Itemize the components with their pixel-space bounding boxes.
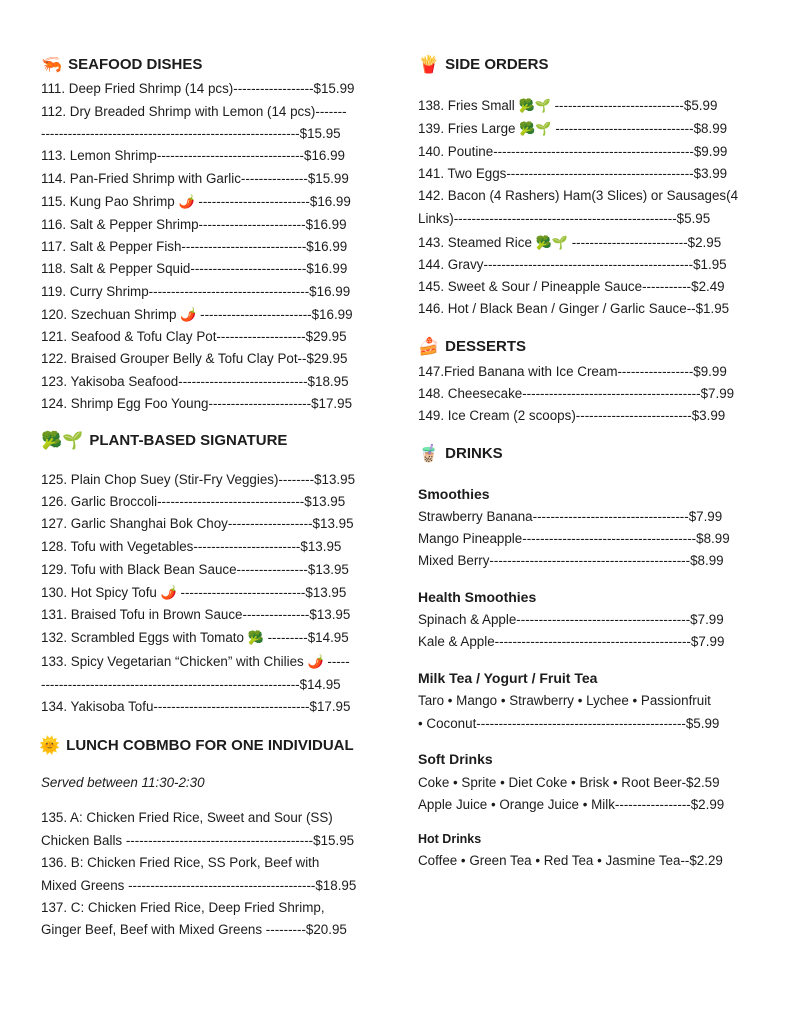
- menu-item-122: 122. Braised Grouper Belly & Tofu Clay Pot--$29.95: [41, 351, 348, 366]
- menu-item-139: [418, 120, 748, 138]
- menu-item-147: 147.Fried Banana with Ice Cream-----------------$9.99: [418, 364, 727, 379]
- drink-item: Taro • Mango • Strawberry • Lychee • Passionfruit: [418, 693, 711, 708]
- menu-item-126: 126. Garlic Broccoli---------------------------------$13.95: [41, 494, 346, 509]
- sides-heading: [418, 56, 549, 73]
- chili-icon: 🌶️: [160, 585, 177, 600]
- menu-item-113: 113. Lemon Shrimp---------------------------------$16.99: [41, 148, 345, 163]
- menu-item-140: 140. Poutine---------------------------------------------$9.99: [418, 144, 728, 159]
- broccoli-seedling-icon: 🥦🌱: [41, 431, 84, 450]
- menu-item-131: 131. Braised Tofu in Brown Sauce---------------$13.95: [41, 607, 351, 622]
- menu-item-112: 112. Dry Breaded Shrimp with Lemon (14 pcs)-------: [41, 104, 347, 119]
- menu-item-133: [41, 653, 373, 671]
- drink-item: Coffee • Green Tea • Red Tea • Jasmine Tea--$2.29: [418, 853, 723, 868]
- menu-item-114: 114. Pan-Fried Shrimp with Garlic---------------$15.99: [41, 171, 349, 186]
- drink-item: Spinach & Apple---------------------------------------$7.99: [418, 612, 724, 627]
- menu-item-133-dash: -----: [323, 654, 350, 669]
- menu-item-130: [41, 584, 373, 602]
- chili-icon: 🌶️: [180, 307, 197, 322]
- drinks-heading: [418, 445, 503, 462]
- milk-tea-title: Milk Tea / Yogurt / Fruit Tea: [418, 670, 598, 686]
- menu-item-132: [41, 629, 373, 647]
- menu-item-143: [418, 234, 748, 252]
- chili-icon: 🌶️: [178, 194, 195, 209]
- seafood-heading: [41, 56, 202, 73]
- plant-title: PLANT-BASED SIGNATURE: [89, 432, 288, 449]
- menu-item-130-price: ----------------------------$13.95: [176, 585, 347, 600]
- menu-item-136-price: Mixed Greens ------------------------------------------$18.95: [41, 878, 357, 893]
- menu-item-136: 136. B: Chicken Fried Rice, SS Pork, Beef with: [41, 855, 320, 870]
- menu-item-137-price: Ginger Beef, Beef with Mixed Greens ---------$20.95: [41, 922, 347, 937]
- menu-item-143-price: --------------------------$2.95: [568, 235, 722, 250]
- menu-item-139-price: -------------------------------$8.99: [551, 121, 728, 136]
- chili-icon: 🌶️: [307, 654, 324, 669]
- bubble-tea-icon: 🧋: [418, 444, 440, 463]
- menu-item-145: 145. Sweet & Sour / Pineapple Sauce-----------$2.49: [418, 279, 725, 294]
- menu-item-133-price: ----------------------------------------------------------$14.95: [41, 677, 341, 692]
- menu-item-146: 146. Hot / Black Bean / Ginger / Garlic Sauce--$1.95: [418, 301, 730, 316]
- menu-item-125: 125. Plain Chop Suey (Stir-Fry Veggies)--------$13.95: [41, 472, 356, 487]
- menu-item-117: 117. Salt & Pepper Fish----------------------------$16.99: [41, 239, 348, 254]
- menu-item-115-price: -------------------------$16.99: [194, 194, 351, 209]
- menu-item-142: 142. Bacon (4 Rashers) Ham(3 Slices) or Sausages(4: [418, 188, 739, 203]
- menu-item-119: 119. Curry Shrimp------------------------------------$16.99: [41, 284, 351, 299]
- broccoli-seedling-icon: 🥦🌱: [535, 235, 568, 250]
- menu-item-135-price: Chicken Balls ------------------------------------------$15.95: [41, 833, 355, 848]
- menu-item-123: 123. Yakisoba Seafood-----------------------------$18.95: [41, 374, 349, 389]
- menu-item-120: [41, 306, 373, 324]
- drink-item: Mango Pineapple---------------------------------------$8.99: [418, 531, 730, 546]
- menu-item-138-price: -----------------------------$5.99: [550, 98, 718, 113]
- drink-item: Coke • Sprite • Diet Coke • Brisk • Root Beer-$2.59: [418, 775, 720, 790]
- sun-icon: 🌞: [39, 736, 61, 755]
- broccoli-icon: 🥦: [247, 630, 264, 645]
- drink-item: Apple Juice • Orange Juice • Milk-----------------$2.99: [418, 797, 725, 812]
- menu-item-134: 134. Yakisoba Tofu-----------------------------------$17.95: [41, 699, 351, 714]
- menu-item-120-name: 120. Szechuan Shrimp: [41, 307, 177, 322]
- menu-item-118: 118. Salt & Pepper Squid--------------------------$16.99: [41, 261, 348, 276]
- lunch-note: Served between 11:30-2:30: [41, 775, 205, 790]
- broccoli-seedling-icon: 🥦🌱: [519, 121, 552, 136]
- soft-drinks-title: Soft Drinks: [418, 751, 493, 767]
- desserts-heading: [418, 338, 526, 355]
- menu-item-111: 111. Deep Fried Shrimp (14 pcs)------------------$15.99: [41, 81, 355, 96]
- drink-item: Strawberry Banana-----------------------------------$7.99: [418, 509, 723, 524]
- shrimp-icon: 🦐: [41, 55, 63, 74]
- menu-item-115-name: 115. Kung Pao Shrimp: [41, 194, 175, 209]
- menu-item-143-name: 143. Steamed Rice: [418, 235, 532, 250]
- menu-item-141: 141. Two Eggs------------------------------------------$3.99: [418, 166, 728, 181]
- menu-item-120-price: -------------------------$16.99: [196, 307, 353, 322]
- sides-title: SIDE ORDERS: [445, 56, 549, 73]
- menu-item-133-name: 133. Spicy Vegetarian “Chicken” with Chilies: [41, 654, 304, 669]
- plant-heading: [41, 432, 287, 449]
- menu-item-148: 148. Cheesecake----------------------------------------$7.99: [418, 386, 735, 401]
- seafood-title: SEAFOOD DISHES: [68, 56, 203, 73]
- menu-item-132-name: 132. Scrambled Eggs with Tomato: [41, 630, 244, 645]
- drink-item: Mixed Berry---------------------------------------------$8.99: [418, 553, 724, 568]
- desserts-title: DESSERTS: [445, 338, 527, 355]
- menu-item-142-price: Links)--------------------------------------------------$5.95: [418, 211, 711, 226]
- menu-item-115: [41, 193, 373, 211]
- smoothies-title: Smoothies: [418, 486, 490, 502]
- menu-item-138: [418, 97, 748, 115]
- menu-item-130-name: 130. Hot Spicy Tofu: [41, 585, 157, 600]
- menu-item-135: 135. A: Chicken Fried Rice, Sweet and Sour (SS): [41, 810, 333, 825]
- broccoli-seedling-icon: 🥦🌱: [518, 98, 551, 113]
- cake-icon: 🍰: [418, 337, 440, 356]
- menu-item-144: 144. Gravy-----------------------------------------------$1.95: [418, 257, 727, 272]
- fries-icon: 🍟: [418, 55, 440, 74]
- health-smoothies-title: Health Smoothies: [418, 589, 537, 605]
- menu-item-112-price: ----------------------------------------------------------$15.95: [41, 126, 341, 141]
- lunch-heading: [39, 737, 354, 754]
- menu-item-137: 137. C: Chicken Fried Rice, Deep Fried Shrimp,: [41, 900, 325, 915]
- menu-item-132-price: ---------$14.95: [263, 630, 349, 645]
- drink-item: Kale & Apple--------------------------------------------$7.99: [418, 634, 725, 649]
- menu-item-129: 129. Tofu with Black Bean Sauce----------------$13.95: [41, 562, 349, 577]
- menu-item-127: 127. Garlic Shanghai Bok Choy-------------------$13.95: [41, 516, 354, 531]
- drink-item: • Coconut-----------------------------------------------$5.99: [418, 716, 720, 731]
- menu-item-139-name: 139. Fries Large: [418, 121, 516, 136]
- menu-item-121: 121. Seafood & Tofu Clay Pot--------------------$29.95: [41, 329, 347, 344]
- menu-item-116: 116. Salt & Pepper Shrimp------------------------$16.99: [41, 217, 347, 232]
- drinks-title: DRINKS: [445, 445, 503, 462]
- menu-item-149: 149. Ice Cream (2 scoops)--------------------------$3.99: [418, 408, 726, 423]
- menu-item-128: 128. Tofu with Vegetables------------------------$13.95: [41, 539, 342, 554]
- lunch-title: LUNCH COBMBO FOR ONE INDIVIDUAL: [66, 737, 354, 754]
- menu-item-124: 124. Shrimp Egg Foo Young-----------------------$17.95: [41, 396, 353, 411]
- hot-drinks-title: Hot Drinks: [418, 832, 482, 846]
- menu-item-138-name: 138. Fries Small: [418, 98, 515, 113]
